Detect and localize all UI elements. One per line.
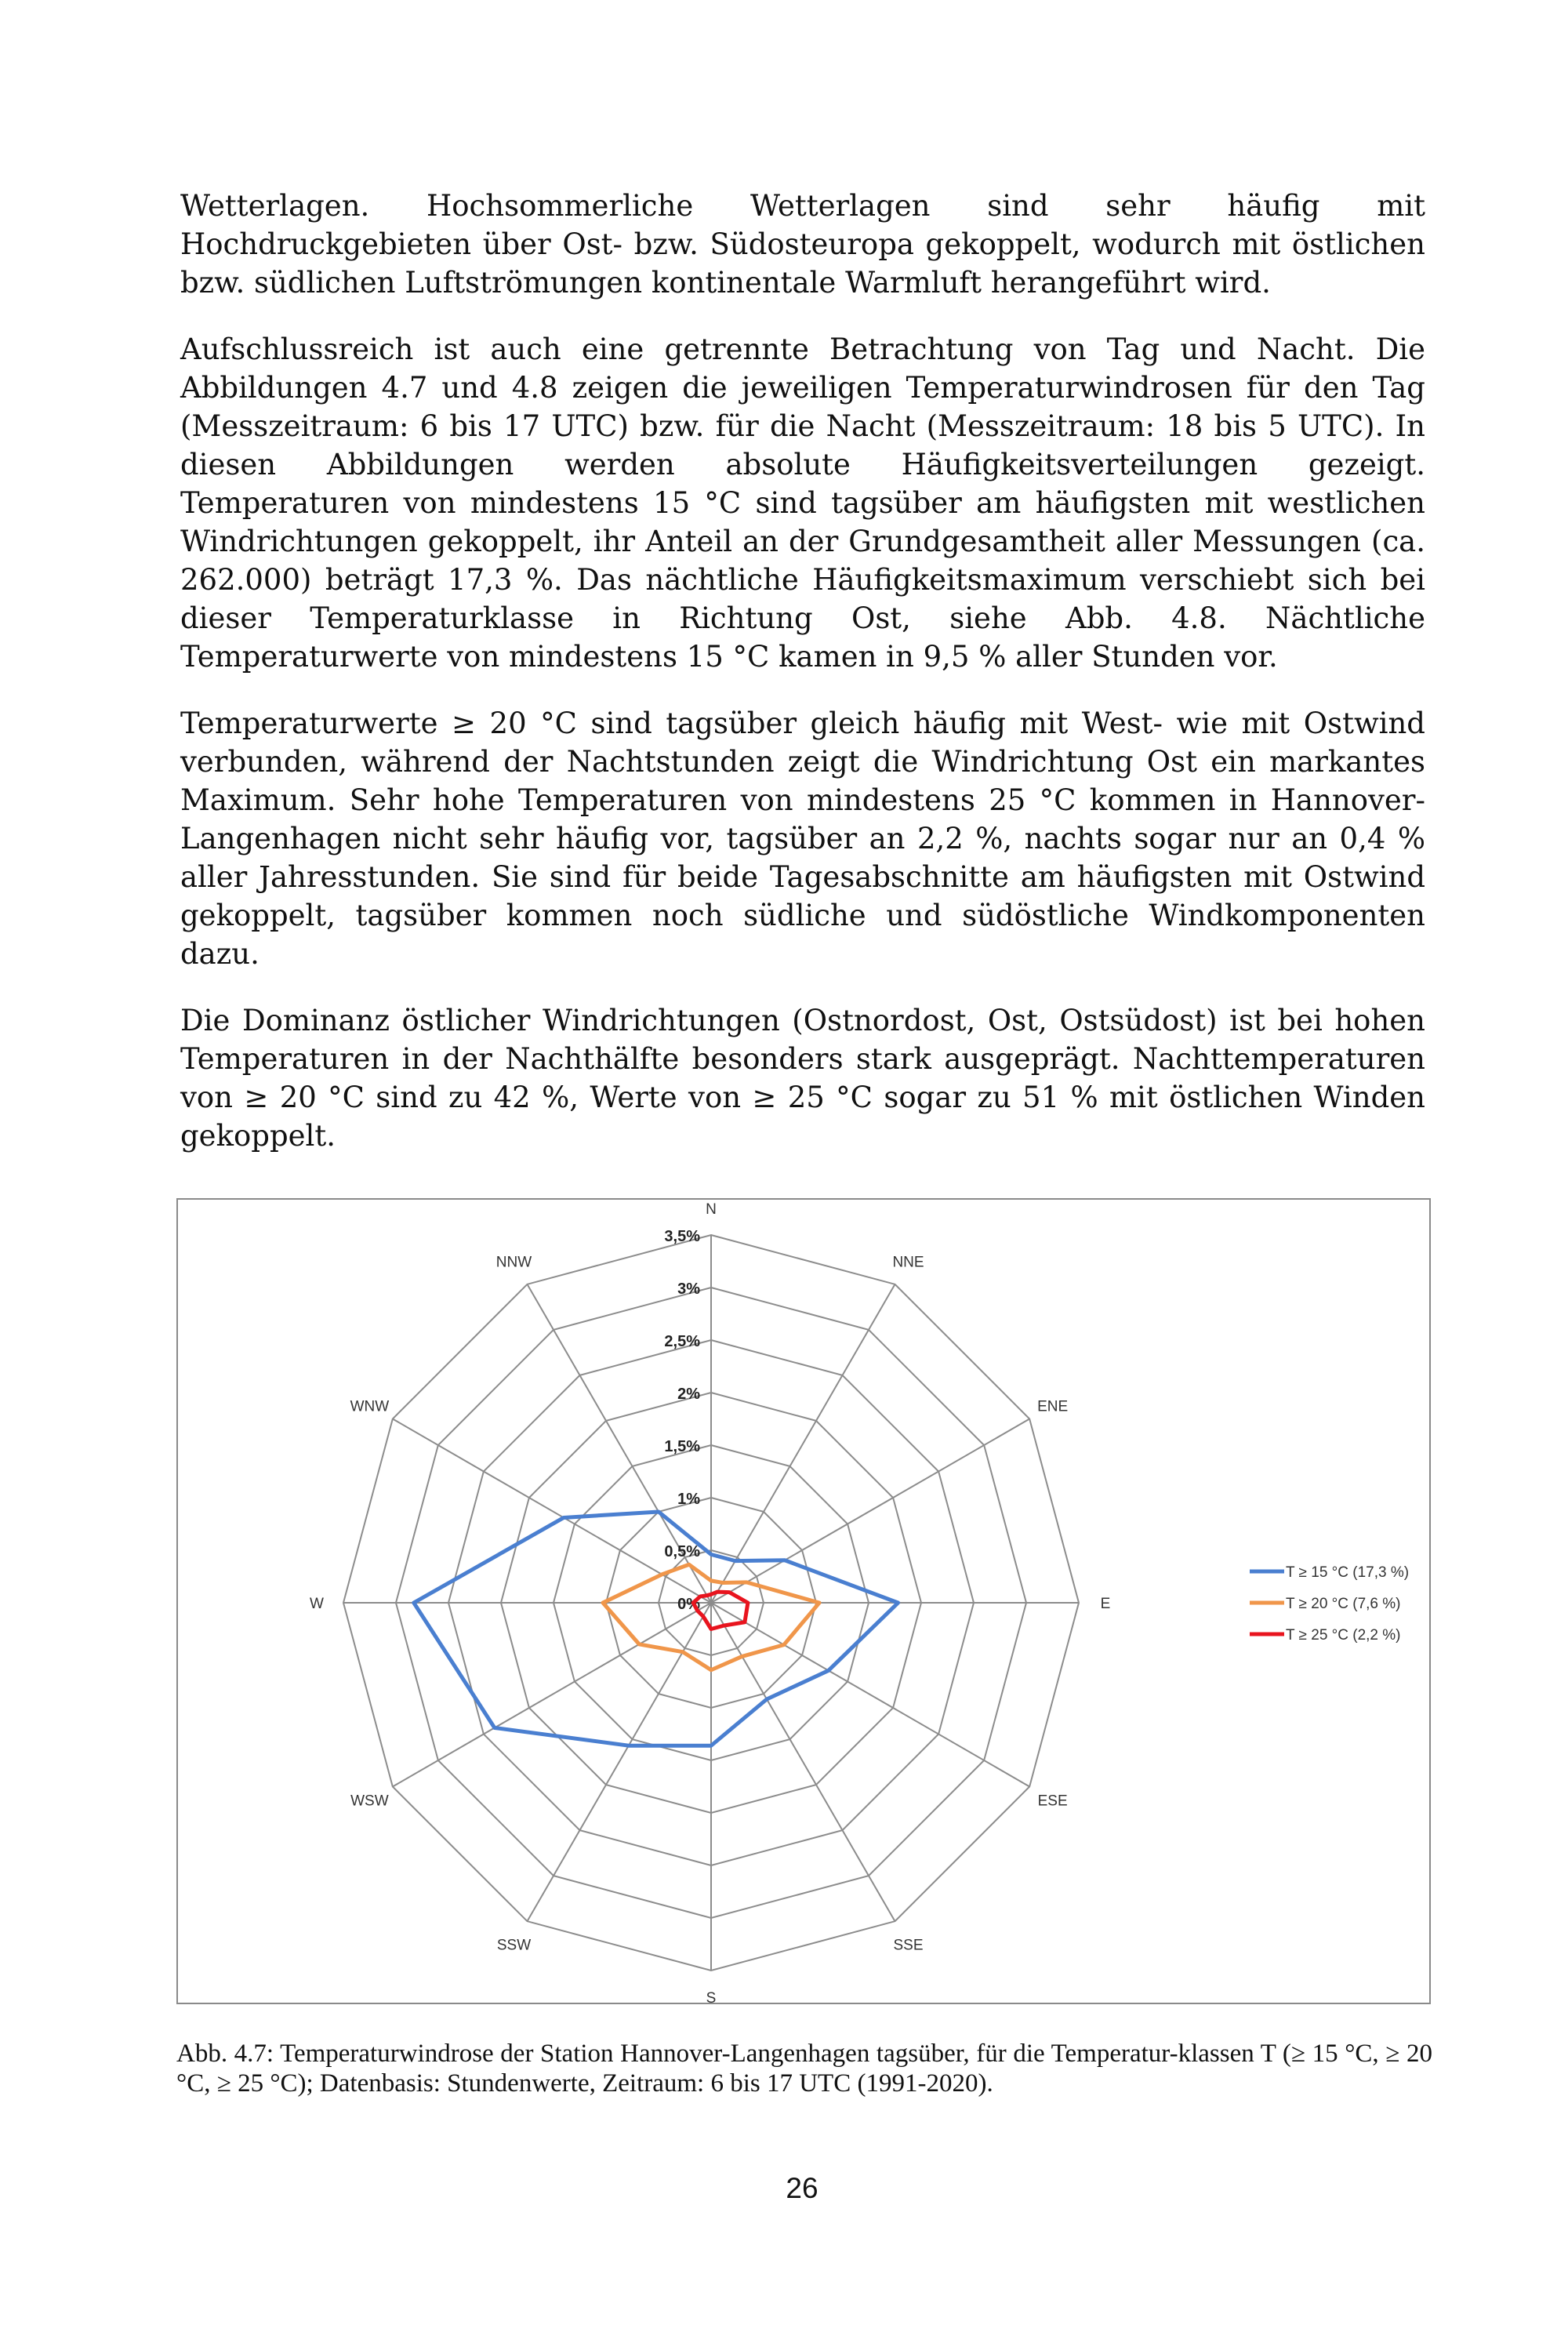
tick-label: 0,5% [664,1543,700,1560]
tick-label: 2% [677,1386,700,1403]
series-line-1 [414,1512,898,1745]
radar-svg [178,1200,1432,2006]
paragraph: Aufschlussreich ist auch eine getrennte Betrachtung von Tag und Nacht. Die Abbildungen 4.7 und 4.8 zeigen die jeweiligen Temperaturwindrosen für den Tag (Messzeitraum: 6 bis 17 UTC) bzw. für die Nacht (Messzeitraum: 18 bis 5 UTC). In diesen Abbildungen werden absolute Häufigkeitsverteilungen gezeigt. Temperaturen von mindestens 15 °C sind tagsüber am häufigsten mit westlichen Windrichtungen gekoppelt, ihr Anteil an der Grundgesamtheit aller Messungen (ca. 262.000) beträgt 17,3 %. Das nächtliche Häufigkeitsmaximum verschiebt sich bei dieser Temperaturklasse in Richtung Ost, siehe Abb. 4.8. Nächtliche Temperaturwerte von mindestens 15 °C kamen in 9,5 % aller Stunden vor. [180,332,1425,674]
page-number: 26 [786,2172,818,2204]
temperature-wind-rose-chart [176,1198,1431,2004]
tick-label: 2,5% [664,1333,700,1350]
legend-label-2: T ≥ 20 °C (7,6 %) [1286,1596,1401,1612]
direction-label-s: S [706,1990,717,2006]
direction-label-w: W [310,1596,324,1612]
legend-label-1: T ≥ 15 °C (17,3 %) [1286,1564,1410,1581]
tick-label: 3% [677,1280,700,1298]
tick-label: 0% [677,1596,700,1613]
direction-label-sse: SSE [893,1937,924,1954]
paragraph: Die Dominanz östlicher Windrichtungen (Ostnordost, Ost, Ostsüdost) ist bei hohen Temperaturen in der Nachthälfte besonders stark ausgeprägt. Nachttemperaturen von ≥ 20 °C sind zu 42 %, Werte von ≥ 25 °C sogar zu 51 % mit östlichen Winden gekoppelt. [180,1004,1425,1153]
direction-label-n: N [706,1201,717,1218]
tick-label: 1,5% [664,1438,700,1455]
direction-label-ese: ESE [1037,1793,1068,1810]
figure-caption: Abb. 4.7: Temperaturwindrose der Station Hannover-Langenhagen tagsüber, für die Temperatur-klassen T (≥ 15 °C, ≥ 20 °C, ≥ 25 °C); Datenbasis: Stundenwerte, Zeitraum: 6 bis 17 UTC (1991-2020). [176,2040,1432,2098]
direction-label-ssw: SSW [496,1937,532,1954]
direction-label-nne: NNE [892,1254,924,1271]
direction-label-nnw: NNW [495,1254,532,1271]
paragraph: Wetterlagen. Hochsommerliche Wetterlagen sind sehr häufig mit Hochdruckgebieten über Ost- bzw. Südosteuropa gekoppelt, wodurch mit östlichen bzw. südlichen Luftströmungen kontinentale Warmluft herangeführt wird. [180,189,1425,300]
legend-label-3: T ≥ 25 °C (2,2 %) [1286,1627,1401,1644]
tick-label: 1% [677,1491,700,1508]
direction-label-wnw: WNW [350,1398,390,1415]
direction-label-ene: ENE [1037,1398,1069,1415]
tick-label: 3,5% [664,1228,700,1245]
body-text [180,187,1425,1183]
direction-label-e: E [1100,1596,1111,1612]
direction-label-wsw: WSW [350,1793,389,1810]
paragraph: Temperaturwerte ≥ 20 °C sind tagsüber gleich häufig mit West- wie mit Ostwind verbunden, während der Nachtstunden zeigt die Windrichtung Ost ein markantes Maximum. Sehr hohe Temperaturen von mindestens 25 °C kommen in Hannover-Langenhagen nicht sehr häufig vor, tagsüber an 2,2 %, nachts sogar nur an 0,4 % aller Jahresstunden. Sie sind für beide Tagesabschnitte am häufigsten mit Ostwind gekoppelt, tagsüber kommen noch südliche und südöstliche Windkomponenten dazu. [180,707,1425,971]
